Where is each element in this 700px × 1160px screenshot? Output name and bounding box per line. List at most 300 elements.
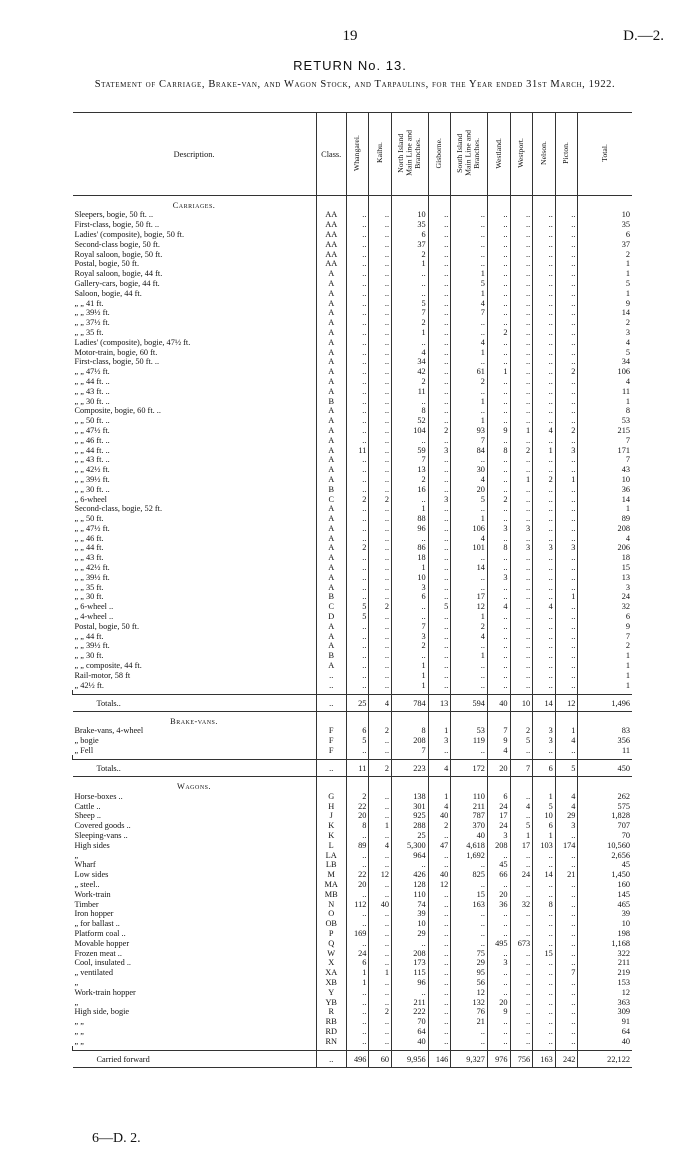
row-value: 5: [346, 602, 369, 612]
row-value: ..: [369, 621, 392, 631]
row-value: ..: [487, 298, 510, 308]
row-value: 103: [533, 840, 556, 850]
table-row: [73, 602, 633, 612]
row-value: ..: [555, 641, 578, 651]
row-value: ..: [533, 494, 556, 504]
table-row: [73, 386, 633, 396]
stock-table-body: [73, 196, 633, 1068]
row-value: ..: [369, 860, 392, 870]
row-value: ..: [510, 746, 533, 756]
row-value: 4: [451, 298, 488, 308]
row-total: 14: [578, 494, 632, 504]
row-class: AA: [316, 210, 346, 220]
row-value: ..: [510, 328, 533, 338]
row-value: ..: [555, 1036, 578, 1046]
row-value: 370: [451, 821, 488, 831]
row-value: ..: [510, 880, 533, 890]
row-value: ..: [533, 958, 556, 968]
row-value: ..: [555, 880, 578, 890]
row-value: ..: [346, 746, 369, 756]
row-value: ..: [555, 239, 578, 249]
row-value: 96: [392, 524, 429, 534]
row-value: 2: [510, 445, 533, 455]
row-class: M: [316, 870, 346, 880]
total-class: ..: [316, 695, 346, 712]
row-value: ..: [428, 948, 451, 958]
row-value: ..: [346, 631, 369, 641]
row-value: 40: [392, 1036, 429, 1046]
row-class: A: [316, 514, 346, 524]
row-value: 1,692: [451, 850, 488, 860]
row-total: 83: [578, 726, 632, 736]
row-total: 14: [578, 308, 632, 318]
row-value: 9: [487, 426, 510, 436]
row-description: „ „ 44 ft.: [74, 631, 104, 641]
table-row: [73, 968, 633, 978]
row-value: ..: [369, 230, 392, 240]
row-value: 1: [392, 670, 429, 680]
row-value: ..: [555, 670, 578, 680]
row-value: ..: [510, 919, 533, 929]
table-row: [73, 465, 633, 475]
row-value: ..: [487, 484, 510, 494]
row-value: ..: [533, 909, 556, 919]
row-total: 4: [578, 533, 632, 543]
row-value: ..: [510, 249, 533, 259]
row-value: ..: [346, 680, 369, 690]
row-value: ..: [369, 978, 392, 988]
row-value: 174: [555, 840, 578, 850]
row-value: ..: [428, 746, 451, 756]
row-value: ..: [555, 602, 578, 612]
row-class: A: [316, 435, 346, 445]
row-value: ..: [487, 386, 510, 396]
row-class: A: [316, 406, 346, 416]
row-value: ..: [369, 651, 392, 661]
row-total: 13: [578, 572, 632, 582]
table-row: [73, 840, 633, 850]
row-value: 222: [392, 1007, 429, 1017]
row-value: ..: [555, 651, 578, 661]
row-value: ..: [428, 850, 451, 860]
row-value: ..: [487, 279, 510, 289]
row-class: A: [316, 298, 346, 308]
row-value: ..: [533, 631, 556, 641]
row-value: ..: [510, 641, 533, 651]
row-value: ..: [346, 337, 369, 347]
table-row: [73, 426, 633, 436]
row-value: ..: [451, 746, 488, 756]
table-row: [73, 210, 633, 220]
row-value: 4: [428, 801, 451, 811]
row-description: Composite, bogie, 60 ft. ..: [74, 406, 161, 416]
row-value: ..: [369, 269, 392, 279]
row-class: G: [316, 791, 346, 801]
row-value: ..: [533, 680, 556, 690]
row-value: 40: [428, 811, 451, 821]
row-value: 17: [487, 811, 510, 821]
row-value: ..: [428, 239, 451, 249]
row-value: 5: [428, 602, 451, 612]
row-value: ..: [487, 850, 510, 860]
row-value: 8: [392, 726, 429, 736]
row-value: ..: [451, 929, 488, 939]
total-value: 223: [392, 760, 429, 777]
row-value: ..: [533, 337, 556, 347]
row-value: 5,300: [392, 840, 429, 850]
row-value: ..: [369, 396, 392, 406]
row-value: 47: [428, 840, 451, 850]
row-value: ..: [487, 621, 510, 631]
row-value: ..: [555, 938, 578, 948]
row-class: A: [316, 475, 346, 485]
row-value: ..: [555, 1017, 578, 1027]
table-row: [73, 736, 633, 746]
row-value: 89: [346, 840, 369, 850]
table-row: [73, 909, 633, 919]
row-value: ..: [369, 1017, 392, 1027]
row-value: ..: [555, 288, 578, 298]
row-value: 1: [555, 726, 578, 736]
grand-total: 450: [578, 760, 632, 777]
table-row: [73, 259, 633, 269]
row-value: ..: [392, 435, 429, 445]
row-value: ..: [346, 582, 369, 592]
row-value: ..: [555, 249, 578, 259]
row-value: ..: [533, 651, 556, 661]
row-class: X: [316, 958, 346, 968]
row-value: ..: [533, 328, 556, 338]
row-value: ..: [451, 239, 488, 249]
table-row: [73, 455, 633, 465]
row-value: ..: [487, 308, 510, 318]
row-value: 29: [392, 929, 429, 939]
row-class: A: [316, 377, 346, 387]
row-value: ..: [510, 406, 533, 416]
row-value: ..: [555, 553, 578, 563]
row-value: ..: [487, 406, 510, 416]
row-description: Sleepers, bogie, 50 ft. ..: [74, 210, 154, 220]
row-total: 356: [578, 736, 632, 746]
row-value: ..: [510, 850, 533, 860]
row-class: AA: [316, 230, 346, 240]
row-value: 24: [346, 948, 369, 958]
row-value: 169: [346, 929, 369, 939]
row-total: 160: [578, 880, 632, 890]
row-class: F: [316, 736, 346, 746]
row-value: ..: [533, 968, 556, 978]
row-description: Postal, bogie, 50 ft.: [74, 621, 140, 631]
row-value: ..: [510, 367, 533, 377]
total-value: 13: [428, 695, 451, 712]
table-row: [73, 1027, 633, 1037]
row-class: MB: [316, 889, 346, 899]
row-total: 1: [578, 680, 632, 690]
table-row: [73, 997, 633, 1007]
row-value: ..: [346, 475, 369, 485]
table-row: [73, 621, 633, 631]
row-value: 30: [451, 465, 488, 475]
row-value: ..: [555, 435, 578, 445]
row-value: 96: [392, 978, 429, 988]
row-description: „ „ 44 ft.: [74, 543, 104, 553]
row-class: C: [316, 494, 346, 504]
row-value: 208: [392, 948, 429, 958]
row-value: 1: [451, 288, 488, 298]
row-value: ..: [369, 445, 392, 455]
row-value: ..: [346, 533, 369, 543]
row-value: 1: [392, 328, 429, 338]
row-class: B: [316, 592, 346, 602]
row-value: 32: [510, 899, 533, 909]
row-total: 171: [578, 445, 632, 455]
row-value: 52: [392, 416, 429, 426]
row-value: ..: [533, 210, 556, 220]
table-row: [73, 987, 633, 997]
table-row: [73, 308, 633, 318]
section-heading: Brake-vans.: [170, 717, 218, 727]
row-total: 211: [578, 958, 632, 968]
column-header-nelson: Nelson.: [533, 113, 556, 196]
row-value: 12: [451, 987, 488, 997]
total-value: 4: [369, 695, 392, 712]
row-value: ..: [428, 386, 451, 396]
row-value: ..: [346, 455, 369, 465]
row-value: ..: [369, 357, 392, 367]
section-heading-row: [73, 712, 633, 727]
row-value: ..: [428, 298, 451, 308]
row-total: 11: [578, 746, 632, 756]
row-value: ..: [487, 978, 510, 988]
row-value: 2: [555, 426, 578, 436]
table-row: [73, 641, 633, 651]
row-description: „ „ 41 ft.: [74, 298, 104, 308]
row-value: 10: [392, 572, 429, 582]
row-value: ..: [369, 801, 392, 811]
row-class: YB: [316, 997, 346, 1007]
row-value: ..: [369, 746, 392, 756]
row-value: ..: [555, 230, 578, 240]
row-description: Low sides: [74, 870, 109, 880]
table-row: [73, 680, 633, 690]
row-value: ..: [428, 651, 451, 661]
row-class: ..: [316, 670, 346, 680]
table-row: [73, 475, 633, 485]
row-value: ..: [510, 553, 533, 563]
row-value: 11: [346, 445, 369, 455]
row-value: ..: [346, 288, 369, 298]
row-value: ..: [555, 465, 578, 475]
row-value: 7: [392, 746, 429, 756]
row-value: ..: [487, 582, 510, 592]
row-value: ..: [533, 612, 556, 622]
table-row: [73, 938, 633, 948]
row-value: ..: [487, 1036, 510, 1046]
row-value: ..: [555, 318, 578, 328]
row-value: 5: [451, 494, 488, 504]
row-value: 74: [392, 899, 429, 909]
row-value: 4: [487, 602, 510, 612]
row-class: A: [316, 357, 346, 367]
row-value: ..: [369, 909, 392, 919]
row-value: 426: [392, 870, 429, 880]
table-row: [73, 978, 633, 988]
row-value: 20: [487, 889, 510, 899]
row-total: 89: [578, 514, 632, 524]
table-row: [73, 553, 633, 563]
row-value: ..: [510, 929, 533, 939]
table-row: [73, 357, 633, 367]
total-value: 146: [428, 1051, 451, 1068]
row-description: „ „ 30 ft. ..: [74, 484, 110, 494]
row-value: ..: [555, 1027, 578, 1037]
row-value: ..: [369, 1036, 392, 1046]
row-value: ..: [510, 889, 533, 899]
row-description: Frozen meat ..: [74, 948, 122, 958]
row-value: ..: [533, 514, 556, 524]
row-value: ..: [510, 318, 533, 328]
row-value: ..: [428, 680, 451, 690]
row-value: 2: [369, 726, 392, 736]
table-row: [73, 337, 633, 347]
row-description: „ 6-wheel ..: [74, 602, 114, 612]
column-header-description: Description.: [73, 113, 317, 196]
row-value: ..: [428, 269, 451, 279]
row-description: Ladies' (composite), bogie, 47½ ft.: [74, 337, 191, 347]
row-value: 7: [392, 621, 429, 631]
row-value: ..: [428, 318, 451, 328]
row-value: ..: [392, 279, 429, 289]
row-value: ..: [428, 929, 451, 939]
row-value: ..: [369, 318, 392, 328]
row-value: 64: [392, 1027, 429, 1037]
row-value: ..: [428, 631, 451, 641]
row-value: 4: [533, 602, 556, 612]
row-value: ..: [369, 475, 392, 485]
row-total: 2: [578, 249, 632, 259]
row-total: 5: [578, 279, 632, 289]
page-footer: 6—D. 2.: [92, 1131, 141, 1146]
row-value: ..: [346, 524, 369, 534]
row-value: 3: [555, 821, 578, 831]
table-row: [73, 899, 633, 909]
row-total: 153: [578, 978, 632, 988]
row-value: ..: [392, 987, 429, 997]
row-value: 1: [392, 563, 429, 573]
row-value: ..: [346, 367, 369, 377]
row-value: ..: [510, 465, 533, 475]
row-total: 11: [578, 386, 632, 396]
row-value: ..: [346, 563, 369, 573]
table-row: [73, 435, 633, 445]
row-value: ..: [451, 259, 488, 269]
row-value: ..: [369, 524, 392, 534]
row-description: „ „ 50 ft. ..: [74, 416, 110, 426]
row-value: ..: [392, 337, 429, 347]
total-value: 756: [510, 1051, 533, 1068]
row-value: ..: [555, 680, 578, 690]
row-value: ..: [369, 1027, 392, 1037]
row-value: ..: [555, 909, 578, 919]
section-total-row: [73, 760, 633, 777]
row-value: 4: [451, 631, 488, 641]
table-row: [73, 572, 633, 582]
row-description: Horse-boxes ..: [74, 791, 123, 801]
row-value: ..: [510, 279, 533, 289]
column-header-westland: Westland.: [487, 113, 510, 196]
row-value: ..: [533, 746, 556, 756]
row-value: 925: [392, 811, 429, 821]
row-value: ..: [487, 670, 510, 680]
row-value: ..: [487, 1017, 510, 1027]
row-value: ..: [533, 367, 556, 377]
row-description: „ „ 50 ft.: [74, 514, 104, 524]
row-description: „: [74, 977, 79, 987]
row-value: 5: [451, 279, 488, 289]
row-value: 7: [392, 455, 429, 465]
row-value: ..: [392, 860, 429, 870]
row-total: 1: [578, 661, 632, 671]
row-value: 4: [555, 801, 578, 811]
row-value: 132: [451, 997, 488, 1007]
row-description: „ „ 43 ft. ..: [74, 455, 110, 465]
row-value: ..: [369, 484, 392, 494]
row-value: ..: [428, 210, 451, 220]
page-number: 19: [342, 28, 358, 44]
row-value: ..: [533, 889, 556, 899]
row-value: 8: [346, 821, 369, 831]
row-value: ..: [555, 220, 578, 230]
table-row: [73, 860, 633, 870]
row-value: 22: [346, 870, 369, 880]
row-value: ..: [428, 357, 451, 367]
row-value: ..: [346, 386, 369, 396]
row-description: Movable hopper: [74, 938, 130, 948]
row-value: 7: [487, 726, 510, 736]
row-value: ..: [428, 279, 451, 289]
table-row: [73, 889, 633, 899]
row-value: ..: [555, 899, 578, 909]
row-total: 8: [578, 406, 632, 416]
row-total: 91: [578, 1017, 632, 1027]
row-value: ..: [428, 919, 451, 929]
row-value: ..: [451, 582, 488, 592]
row-class: A: [316, 445, 346, 455]
table-row: [73, 484, 633, 494]
row-value: ..: [428, 465, 451, 475]
row-value: 1: [451, 612, 488, 622]
row-value: ..: [555, 889, 578, 899]
table-row: [73, 288, 633, 298]
row-value: ..: [533, 978, 556, 988]
row-description: „ „ composite, 44 ft.: [74, 661, 142, 671]
row-value: 3: [487, 958, 510, 968]
row-total: 70: [578, 831, 632, 841]
row-value: ..: [555, 357, 578, 367]
row-total: 4: [578, 377, 632, 387]
row-value: ..: [555, 494, 578, 504]
row-description: „ 4-wheel ..: [74, 612, 114, 622]
row-value: 29: [555, 811, 578, 821]
row-value: ..: [555, 661, 578, 671]
row-value: ..: [451, 641, 488, 651]
row-value: ..: [428, 1017, 451, 1027]
column-header-north-island: North Island Main Line and Branches.: [392, 113, 429, 196]
row-value: 1: [451, 514, 488, 524]
row-description: Platform coal ..: [74, 928, 126, 938]
row-value: ..: [487, 661, 510, 671]
row-description: Work-train: [74, 889, 111, 899]
